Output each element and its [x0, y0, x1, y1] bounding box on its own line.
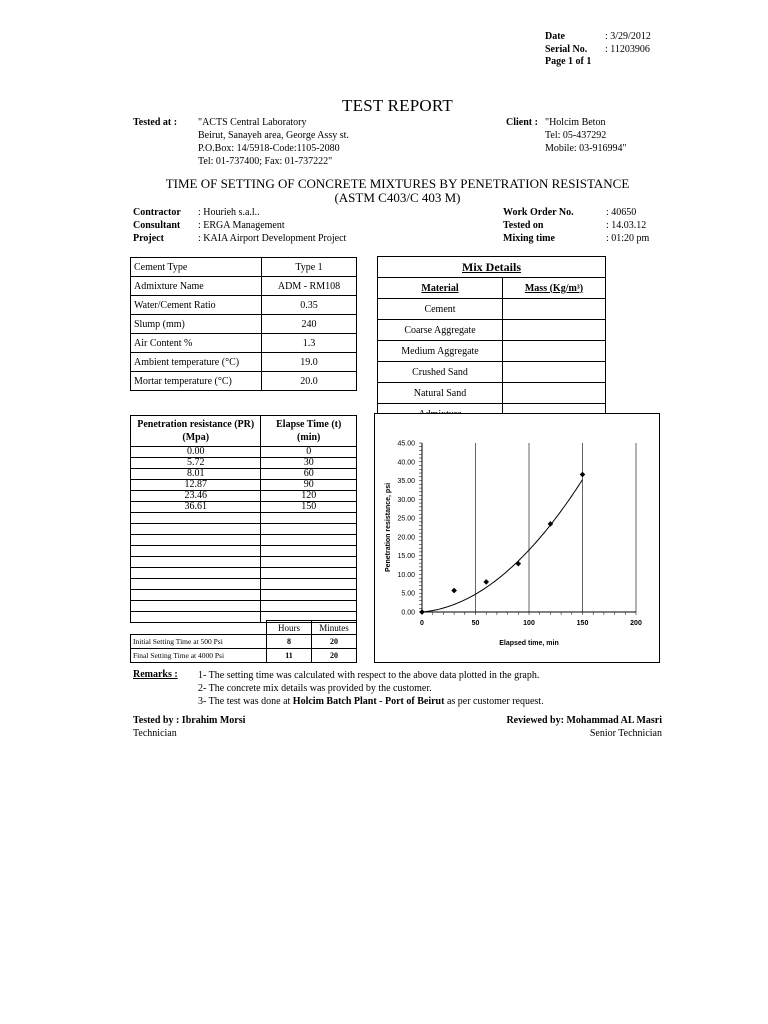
table-row: Slump (mm) 240 — [131, 315, 357, 334]
y-tick-label: 15.00 — [397, 553, 415, 561]
chart-frame — [375, 414, 660, 663]
table-row: Water/Cement Ratio 0.35 — [131, 296, 357, 315]
table-row: Air Content % 1.3 — [131, 334, 357, 353]
y-tick-label: 45.00 — [397, 440, 415, 448]
test-standard: (ASTM C403/C 403 M) — [334, 190, 461, 205]
y-tick-label: 5.00 — [401, 590, 415, 598]
y-tick-label: 35.00 — [397, 478, 415, 486]
final-setting-label: Final Setting Time at 4000 Psi — [131, 649, 267, 663]
minutes-header: Minutes — [312, 621, 357, 635]
table-row: Admixture Name ADM - RM108 — [131, 277, 357, 296]
date-label: Date — [545, 31, 565, 42]
table-row: 8.01 60 — [131, 469, 357, 480]
table-row: Medium Aggregate — [378, 341, 606, 362]
mix-properties-table — [130, 257, 357, 391]
hours-header: Hours — [267, 621, 312, 635]
initial-minutes: 20 — [312, 635, 357, 649]
table-row — [131, 649, 357, 663]
tested-at-address: "ACTS Central Laboratory Beirut, Sanayeh area, George Assy st. P.O.Box: 14/5918-Code:1105-2080 Tel: 01-737400; Fax: 01-737222" — [198, 117, 349, 167]
report-title: TEST REPORT — [342, 96, 453, 115]
project-info: Contractor : Hourieh s.a.l.. Consultant : ERGA Management Project : KAIA Airport Development Project — [133, 207, 347, 244]
table-row — [131, 579, 357, 590]
table-row — [131, 557, 357, 568]
y-tick-label: 40.00 — [397, 459, 415, 467]
y-tick-label: 25.00 — [397, 515, 415, 523]
tested-by-role: Technician — [133, 728, 177, 739]
y-tick-label: 20.00 — [397, 534, 415, 542]
table-row: Coarse Aggregate — [378, 320, 606, 341]
x-tick-label: 150 — [576, 620, 589, 627]
x-axis-label: Elapsed time, min — [499, 640, 559, 647]
reviewed-by: Reviewed by: Mohammad AL Masri — [506, 715, 662, 726]
table-row — [131, 568, 357, 579]
table-row — [131, 635, 357, 649]
table-row: 0.00 0 — [131, 447, 357, 458]
table-row: 36.61 150 — [131, 502, 357, 513]
serial-label: Serial No. — [545, 44, 588, 55]
setting-time-table — [130, 620, 357, 663]
table-row: Mortar temperature (°C) 20.0 — [131, 372, 357, 391]
initial-hours: 8 — [267, 635, 312, 649]
final-hours: 11 — [267, 649, 312, 663]
client-address: "Holcim Beton Tel: 05-437292 Mobile: 03-916994" — [545, 117, 627, 154]
y-tick-label: 30.00 — [397, 496, 415, 504]
client-label: Client : — [506, 117, 538, 128]
y-tick-label: 0.00 — [401, 609, 415, 617]
tested-at-label: Tested at : — [133, 117, 178, 128]
table-row — [131, 513, 357, 524]
x-tick-label: 50 — [471, 620, 480, 627]
table-row: 5.72 30 — [131, 458, 357, 469]
table-row — [131, 535, 357, 546]
table-row: Ambient temperature (°C) 19.0 — [131, 353, 357, 372]
table-row: Cement — [378, 299, 606, 320]
remarks-list: 1- The setting time was calculated with respect to the above data plotted in the graph. 2- The concrete mix details was provided by the customer. 3- The test was done at Holcim Batch Plant - Port of Beirut as per customer request. — [198, 670, 544, 707]
page-number: Page 1 of 1 — [545, 56, 592, 67]
work-order-info: Work Order No. : 40650 Tested on : 14.03.12 Mixing time : 01:20 pm — [503, 207, 650, 244]
penetration-chart — [374, 413, 660, 663]
y-tick-label: 10.00 — [397, 571, 415, 579]
mix-details-title: Mix Details — [378, 257, 606, 278]
table-row: Crushed Sand — [378, 362, 606, 383]
final-minutes: 20 — [312, 649, 357, 663]
serial-value: : 11203906 — [605, 44, 650, 55]
x-tick-label: 0 — [420, 620, 424, 627]
penetration-data-table — [130, 415, 357, 623]
table-row: Natural Sand — [378, 383, 606, 404]
initial-setting-label: Initial Setting Time at 500 Psi — [131, 635, 267, 649]
pr-header: Penetration resistance (PR) (Mpa) — [131, 416, 261, 447]
mix-details-table — [377, 256, 606, 425]
material-header: Material — [378, 278, 503, 299]
table-row — [131, 590, 357, 601]
date-value: : 3/29/2012 — [605, 31, 651, 42]
table-row: Cement Type Type 1 — [131, 258, 357, 277]
table-row — [131, 546, 357, 557]
test-method-title: TIME OF SETTING OF CONCRETE MIXTURES BY PENETRATION RESISTANCE — [165, 176, 630, 191]
table-row — [131, 524, 357, 535]
tested-by: Tested by : Ibrahim Morsi — [133, 715, 246, 726]
table-row — [131, 601, 357, 612]
mass-header: Mass (Kg/m³) — [503, 278, 606, 299]
remarks-label: Remarks : — [133, 669, 178, 680]
x-tick-label: 200 — [630, 620, 642, 627]
table-row: 23.46 120 — [131, 491, 357, 502]
x-tick-label: 100 — [523, 620, 535, 627]
y-axis-label: Penetration resistance, psi — [385, 482, 392, 573]
table-row: 12.87 90 — [131, 480, 357, 491]
time-header: Elapse Time (t) (min) — [261, 416, 357, 447]
reviewed-by-role: Senior Technician — [589, 728, 662, 739]
